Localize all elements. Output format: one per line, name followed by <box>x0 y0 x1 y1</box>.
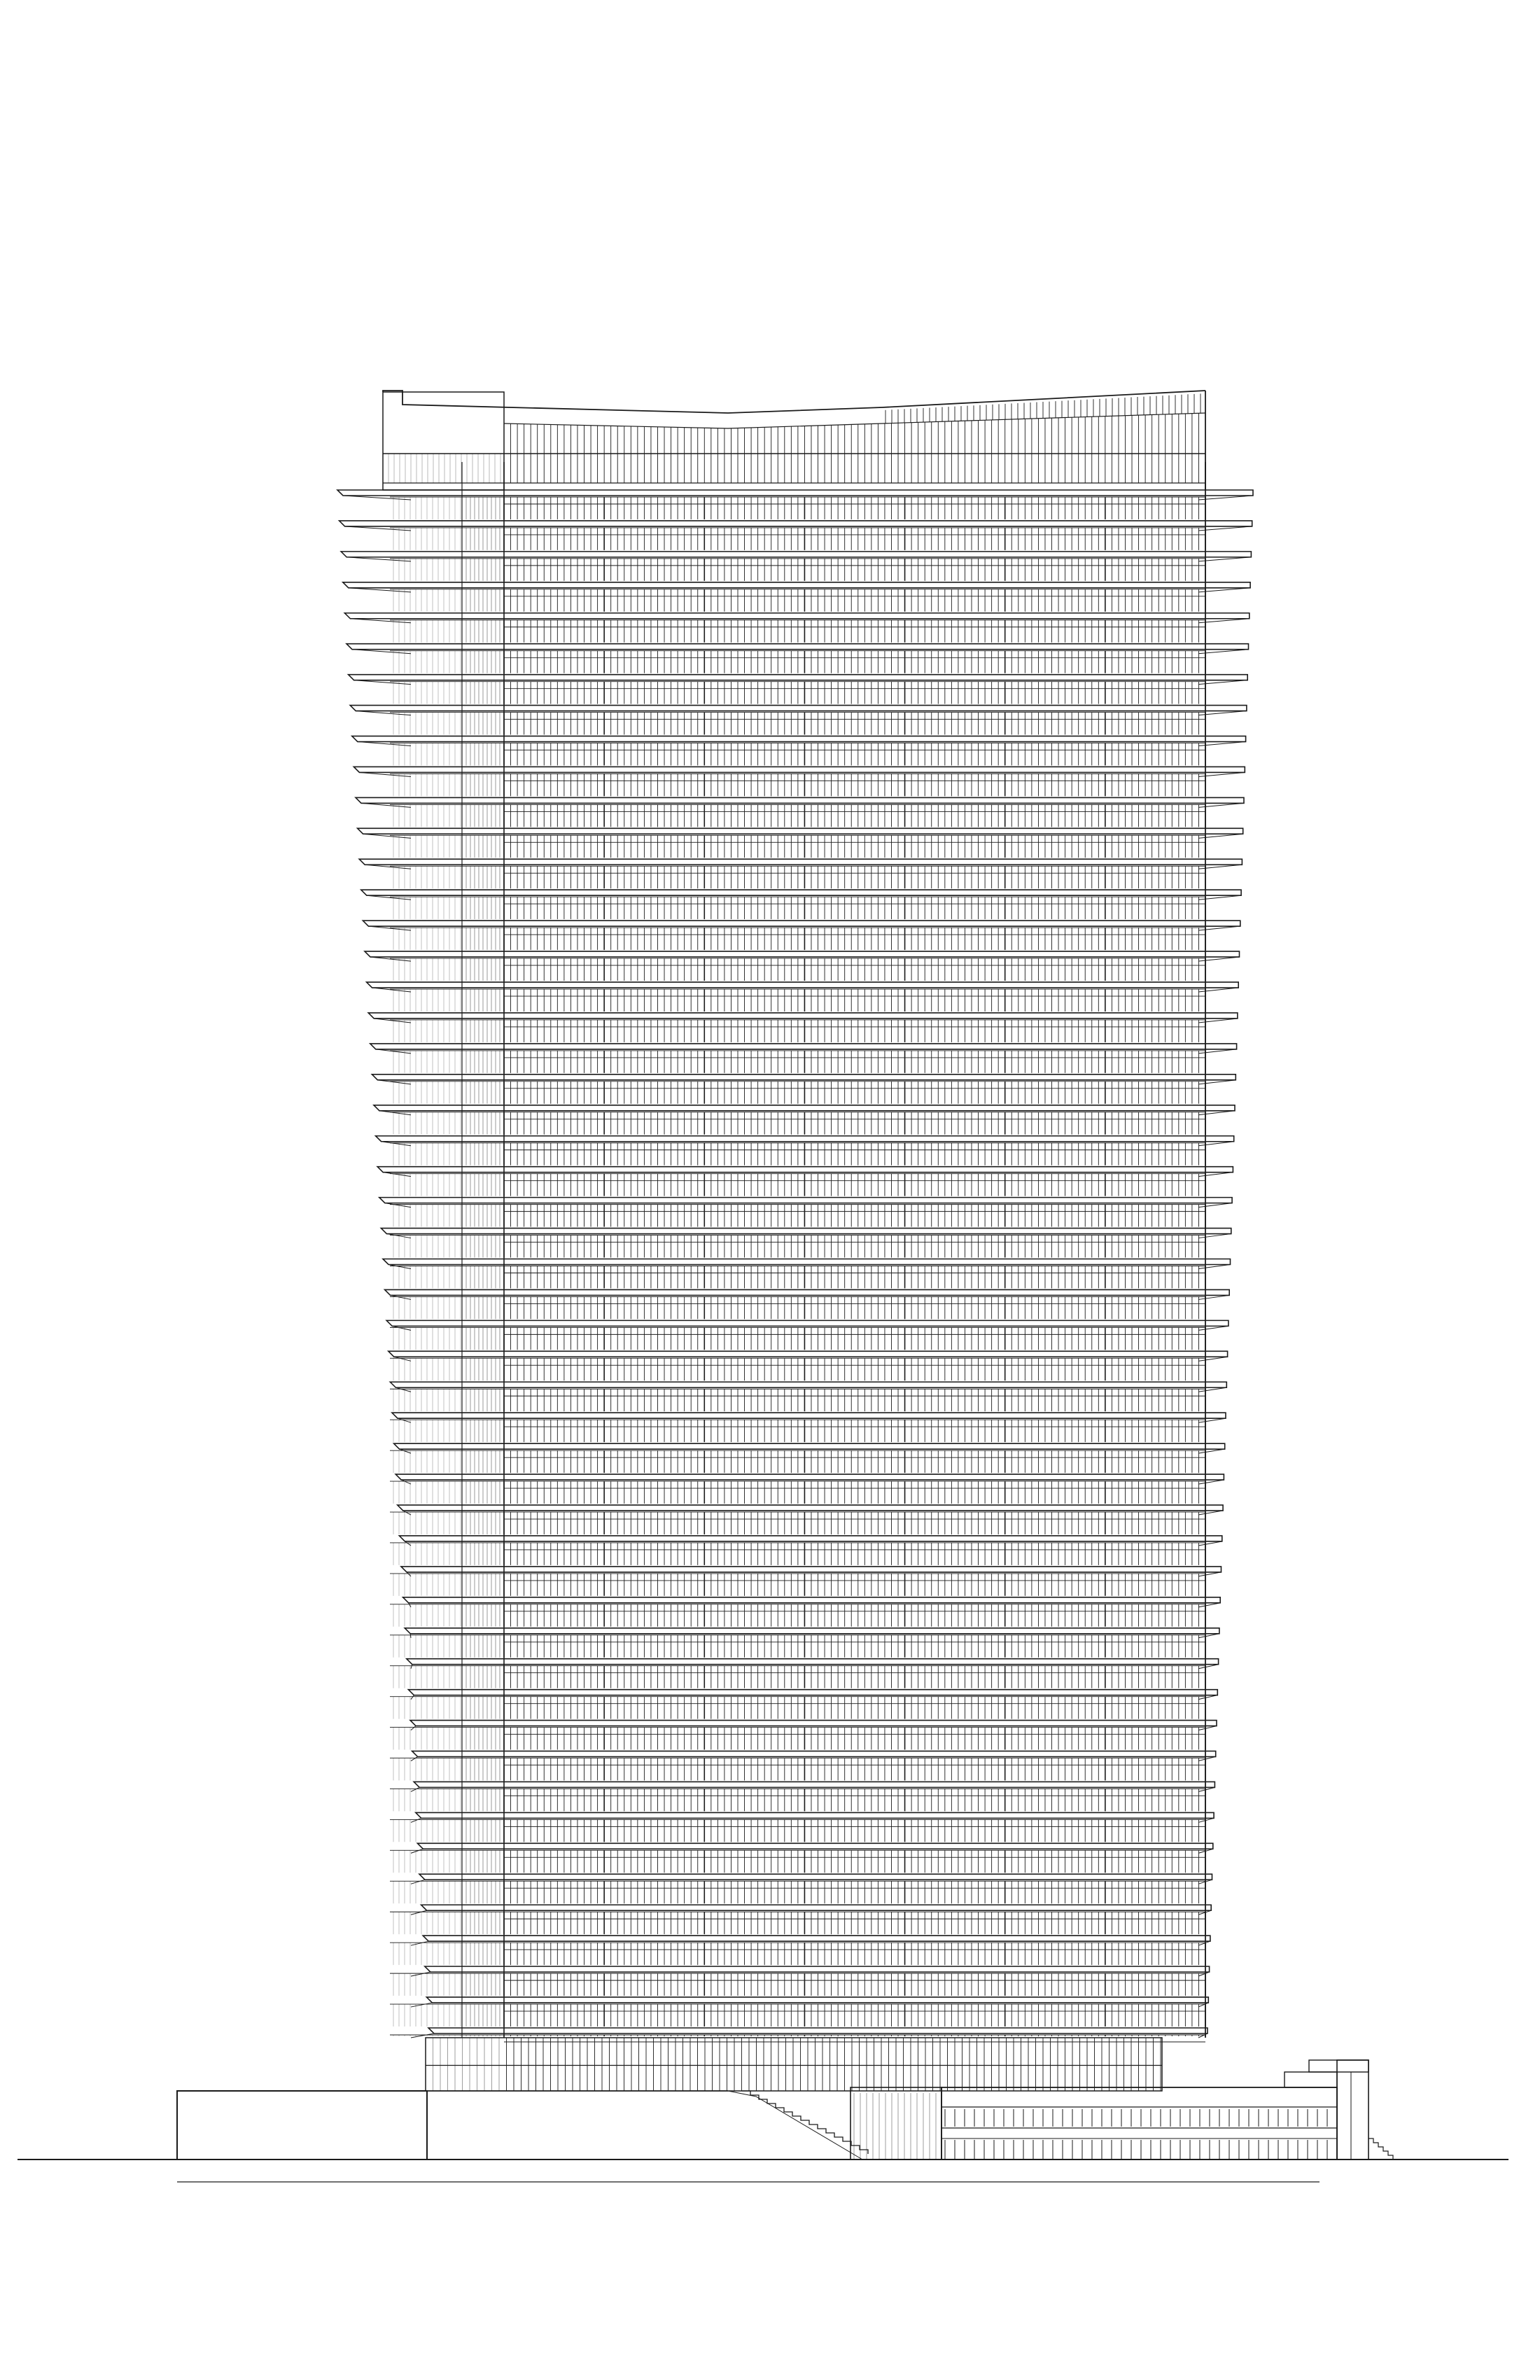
floor-slab <box>394 1443 1225 1453</box>
slab-edge <box>344 613 1249 619</box>
podium-left-outline <box>177 2091 427 2160</box>
slab-underside-left <box>365 864 411 869</box>
glazing-row <box>390 1266 1205 1289</box>
slab-edge <box>356 797 1244 803</box>
slab-underside-left <box>388 1265 411 1269</box>
slab-underside-left <box>352 650 411 654</box>
glazing-row <box>390 1143 1205 1166</box>
floor-slab <box>358 828 1243 838</box>
slab-underside-right <box>1198 526 1252 531</box>
slab-underside-right <box>1198 1418 1226 1422</box>
glazing-row <box>390 1112 1205 1135</box>
glazing-row <box>390 1174 1205 1196</box>
glazing-row <box>390 774 1205 796</box>
slab-edge <box>377 1167 1233 1172</box>
glazing-row <box>390 682 1205 704</box>
glazing-row <box>390 528 1205 550</box>
glazing-row <box>390 958 1205 981</box>
podium-left-block <box>177 2091 728 2160</box>
slab-underside-left <box>382 1142 411 1146</box>
floor-slab <box>385 1289 1230 1299</box>
glazing-row <box>390 1358 1205 1380</box>
floor-slab <box>379 1198 1232 1208</box>
tower-base-floors <box>426 2038 1162 2091</box>
slab-underside-left <box>401 1480 411 1484</box>
slab-underside-left <box>403 1511 411 1515</box>
glazing-row <box>390 927 1205 950</box>
slab-edge <box>398 1505 1223 1511</box>
glazing-row <box>390 1296 1205 1319</box>
slab-underside-left <box>350 619 411 623</box>
glazing-row <box>390 1051 1205 1073</box>
slab-edge <box>372 1074 1236 1080</box>
slab-edge <box>396 1474 1224 1480</box>
slab-underside-left <box>405 1541 411 1546</box>
slab-underside-left <box>346 557 411 561</box>
slab-edge <box>368 1013 1238 1018</box>
glazing-row <box>390 1389 1205 1411</box>
slab-edge <box>340 521 1252 526</box>
slab-underside-left <box>385 1203 411 1208</box>
slab-underside-left <box>398 1418 411 1422</box>
floor-slab <box>340 521 1252 531</box>
floor-slab <box>346 644 1249 654</box>
slab-edge <box>370 1044 1237 1049</box>
floor-slab <box>383 1259 1231 1269</box>
slab-underside-left <box>379 1111 411 1115</box>
slab-edge <box>385 1289 1230 1295</box>
floor-slab <box>368 1013 1238 1023</box>
slab-underside-left <box>367 895 411 899</box>
slab-underside-left <box>354 680 411 685</box>
slab-edge <box>358 828 1243 834</box>
glazing-row <box>390 743 1205 766</box>
slab-underside-right <box>1198 1541 1222 1546</box>
slab-edge <box>381 1228 1231 1234</box>
slab-edge <box>388 1351 1228 1357</box>
floor-slab <box>361 890 1241 899</box>
slab-underside-right <box>1198 1172 1233 1177</box>
slab-edge <box>346 644 1249 650</box>
slab-edge <box>365 951 1240 957</box>
slab-underside-left <box>349 588 411 592</box>
slab-underside-right <box>1198 1111 1235 1115</box>
slab-underside-left <box>345 526 411 531</box>
glazing-row <box>390 804 1205 827</box>
glazing-row <box>390 1574 1205 1596</box>
floor-slab <box>367 982 1239 992</box>
slab-underside-right <box>1198 496 1253 500</box>
glazing-row <box>390 651 1205 673</box>
slab-edge <box>367 982 1239 988</box>
slab-underside-right <box>1198 1203 1232 1208</box>
floor-slab <box>388 1351 1228 1361</box>
slab-edge <box>343 582 1250 588</box>
glazing-row <box>390 1082 1205 1104</box>
glazing-row <box>390 835 1205 858</box>
slab-underside-right <box>1198 1511 1223 1515</box>
slab-edge <box>392 1413 1226 1418</box>
slab-edge <box>383 1259 1231 1265</box>
slab-underside-right <box>1198 957 1240 961</box>
ground-line <box>18 2160 1508 2182</box>
slab-edge <box>349 675 1248 680</box>
glazing-row <box>390 1420 1205 1442</box>
glazing-row <box>390 620 1205 643</box>
floor-slab <box>354 766 1245 776</box>
glazing-row <box>390 589 1205 612</box>
slab-edge <box>354 766 1245 772</box>
glazing-row <box>390 1543 1205 1565</box>
slab-edge <box>341 552 1251 557</box>
glazing-row <box>390 1327 1205 1350</box>
slab-underside-right <box>1198 588 1250 592</box>
slab-underside-left <box>392 1326 411 1330</box>
slab-underside-right <box>1198 1295 1229 1299</box>
slab-underside-right <box>1198 988 1238 992</box>
slab-edge <box>363 920 1240 926</box>
slab-underside-right <box>1198 1480 1224 1484</box>
floor-slab <box>398 1505 1223 1515</box>
glazing-row <box>390 713 1205 735</box>
slab-underside-right <box>1198 1572 1222 1576</box>
slab-underside-right <box>1198 1265 1231 1269</box>
slab-underside-left <box>343 496 411 500</box>
slab-edge <box>359 859 1242 864</box>
slab-underside-right <box>1198 926 1240 930</box>
slab-underside-left <box>383 1172 411 1177</box>
slab-underside-right <box>1198 1049 1237 1054</box>
slab-underside-left <box>358 742 411 746</box>
slab-underside-right <box>1198 619 1250 623</box>
slab-underside-left <box>359 772 411 776</box>
glazing-row <box>390 559 1205 581</box>
slab-underside-left <box>377 1080 411 1084</box>
floor-slab <box>365 951 1240 961</box>
glazing-row <box>390 1020 1205 1042</box>
floor-slab <box>370 1044 1237 1054</box>
slab-edge <box>394 1443 1225 1449</box>
glazing-row <box>390 1512 1205 1534</box>
glazing-row <box>390 989 1205 1011</box>
floor-slab <box>341 552 1251 561</box>
glazing-row <box>390 897 1205 919</box>
glazing-row <box>390 497 1205 519</box>
glazing-row <box>390 1205 1205 1227</box>
slab-underside-right <box>1198 1234 1231 1238</box>
slab-underside-left <box>356 711 411 715</box>
glazing-row <box>390 1481 1205 1504</box>
slab-edge <box>374 1105 1235 1111</box>
slab-underside-right <box>1198 1449 1225 1453</box>
floor-slab <box>363 920 1240 930</box>
typical-floors <box>337 462 1253 2042</box>
glazing-row <box>390 1450 1205 1473</box>
slab-edge <box>401 1567 1222 1572</box>
slab-underside-left <box>372 988 411 992</box>
floor-slab <box>390 1382 1226 1392</box>
slab-edge <box>390 1382 1226 1387</box>
slab-underside-right <box>1198 1080 1236 1084</box>
glazing-row <box>390 1236 1205 1258</box>
floor-slab <box>359 859 1242 869</box>
slab-underside-left <box>361 803 411 807</box>
slab-edge <box>379 1198 1232 1203</box>
slab-underside-left <box>394 1357 411 1361</box>
floor-slab <box>396 1474 1224 1484</box>
glazing-row <box>390 866 1205 888</box>
slab-edge <box>399 1536 1222 1541</box>
slab-underside-right <box>1198 1387 1226 1392</box>
slab-underside-left <box>400 1449 411 1453</box>
slab-underside-left <box>363 834 411 838</box>
floor-slab <box>344 613 1249 623</box>
slab-edge <box>386 1320 1228 1326</box>
floor-slab <box>386 1320 1228 1330</box>
floor-slab <box>381 1228 1231 1238</box>
floor-slab <box>356 797 1244 807</box>
slab-underside-left <box>396 1387 411 1392</box>
floor-slab <box>372 1074 1236 1084</box>
slab-edge <box>350 706 1247 711</box>
slab-underside-right <box>1198 1142 1234 1146</box>
slab-underside-right <box>1198 1326 1228 1330</box>
slab-underside-left <box>374 1018 411 1023</box>
slab-underside-right <box>1198 557 1251 561</box>
slab-edge <box>337 490 1253 496</box>
slab-edge <box>352 736 1246 742</box>
slab-underside-right <box>1198 1018 1238 1023</box>
slab-edge <box>361 890 1241 895</box>
slab-underside-left <box>370 957 411 961</box>
slab-underside-right <box>1198 1357 1228 1361</box>
slab-underside-left <box>386 1234 411 1238</box>
